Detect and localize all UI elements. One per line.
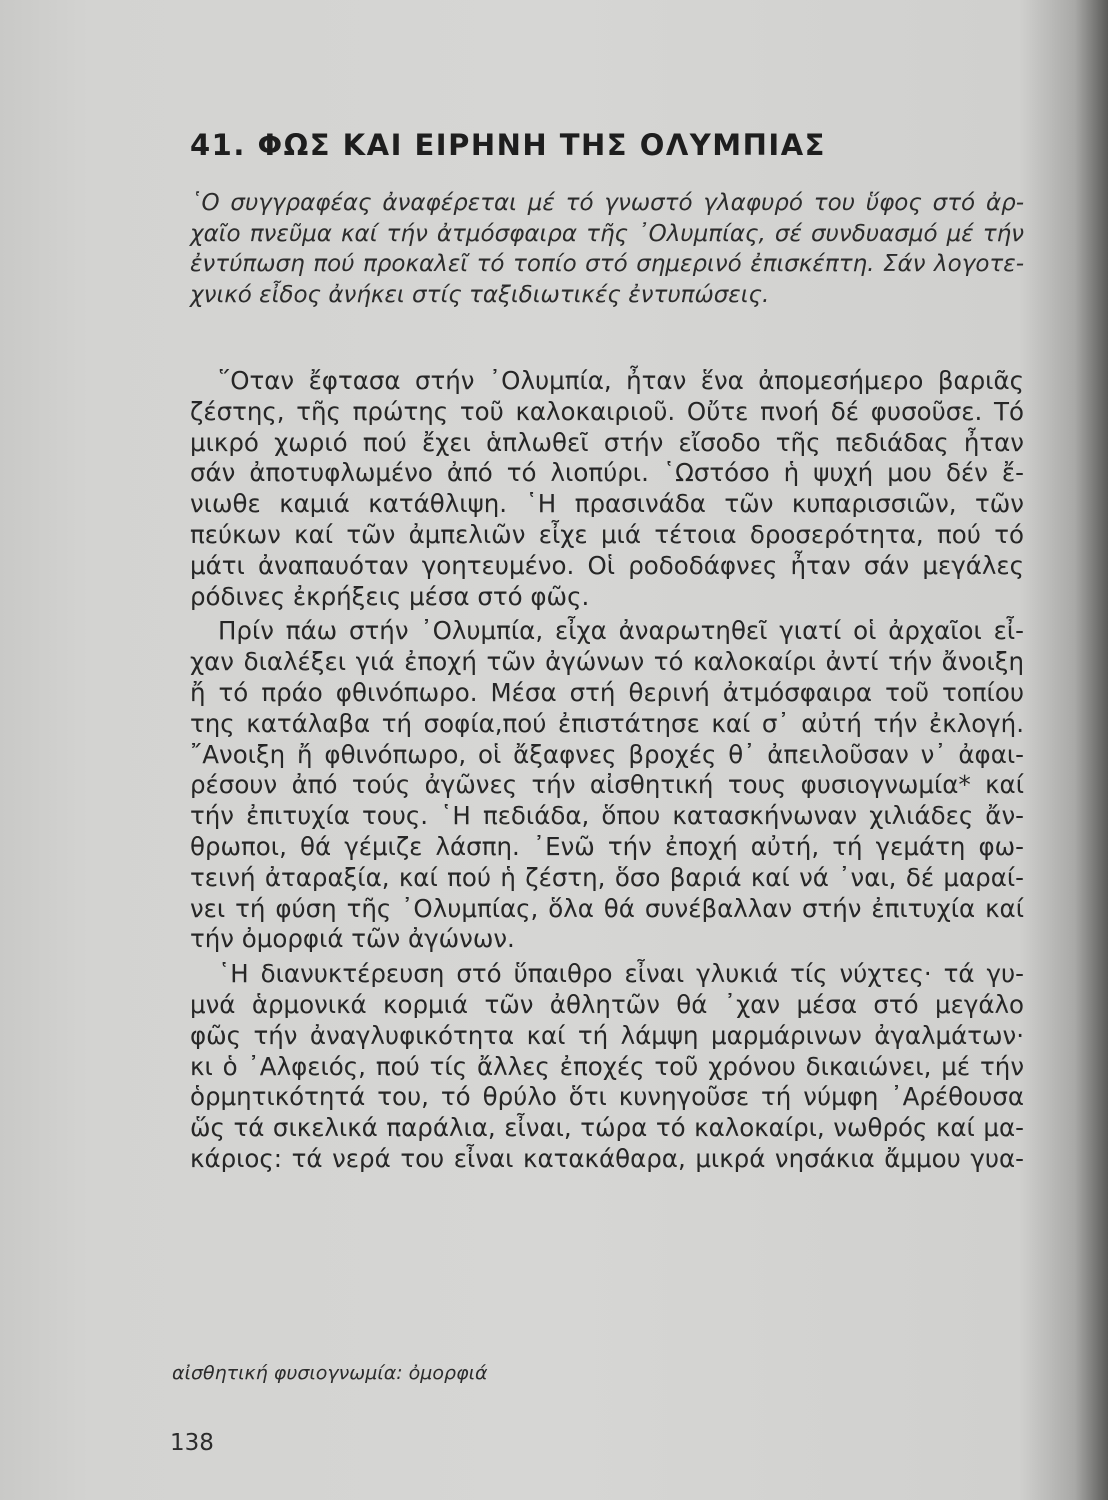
text-line: ῞Οταν ἔφτασα στήν ᾿Ολυμπία, ἦταν ἕνα ἀπομεσήμερο βαριᾶς	[218, 366, 1024, 395]
text-line: χνικό εἶδος ἀνήκει στίς ταξιδιωτικές ἐντυπώσεις.	[190, 281, 770, 308]
text-line: μνά ἁρμονικά κορμιά τῶν ἀθλητῶν θά ᾿χαν μέσα στό μεγάλο	[190, 989, 1024, 1019]
text-line: τήν ὀμορφιά τῶν ἀγώνων.	[190, 924, 515, 954]
text-line: φῶς τήν ἀναγλυφικότητα καί τή λάμψη μαρμάρινων ἀγαλμάτων·	[190, 1020, 1024, 1050]
text-line: ἤ τό πράο φθινόπωρο. Μέσα στή θερινή ἀτμόσφαιρα τοῦ τοπίου	[190, 677, 1024, 707]
text-line: τεινή ἀταραξία, καί πού ἡ ζέστη, ὅσο βαριά καί νά ᾿ναι, δέ μαραί-	[190, 862, 1024, 892]
text-line: τήν ἐπιτυχία τους. ῾Η πεδιάδα, ὅπου κατασκήνωναν χιλιάδες ἄν-	[190, 801, 1024, 831]
footnote: αἰσθητική φυσιογνωμία: ὀμορφιά	[172, 1362, 488, 1384]
text-line: κάριος: τά νερά του εἶναι κατακάθαρα, μικρά νησάκια ἄμμου γυα-	[190, 1143, 1024, 1173]
text-line: ζέστης, τῆς πρώτης τοῦ καλοκαιριοῦ. Οὔτε πνοή δέ φυσοῦσε. Τό	[190, 396, 1024, 426]
chapter-body	[190, 366, 1024, 1175]
text-line: ρόδινες ἐκρήξεις μέσα στό φῶς.	[190, 581, 590, 611]
text-line: νιωθε καμιά κατάθλιψη. ῾Η πρασινάδα τῶν κυπαρισσιῶν, τῶν	[190, 489, 1024, 519]
text-line: ρέσουν ἀπό τούς ἀγῶνες τήν αἰσθητική τους φυσιογνωμία* καί	[190, 770, 1024, 800]
chapter-title: 41. ΦΩΣ ΚΑΙ ΕΙΡΗΝΗ ΤΗΣ ΟΛΥΜΠΙΑΣ	[190, 128, 826, 162]
text-line: σάν ἀποτυφλωμένο ἀπό τό λιοπύρι. ῾Ωστόσο ἡ ψυχή μου δέν ἔ-	[190, 458, 1024, 488]
text-line: νει τή φύση τῆς ᾿Ολυμπίας, ὅλα θά συνέβαλλαν στήν ἐπιτυχία καί	[190, 893, 1024, 923]
text-line: ἐντύπωση πού προκαλεῖ τό τοπίο στό σημερινό ἐπισκέπτη. Σάν λογοτε-	[190, 251, 1024, 277]
text-line: μάτι ἀναπαυόταν γοητευμένο. Οἱ ροδοδάφνες ἦταν σάν μεγάλες	[190, 550, 1024, 580]
text-line: ῾Ο συγγραφέας ἀναφέρεται μέ τό γνωστό γλαφυρό του ὕφος στό ἀρ-	[190, 190, 1024, 216]
text-line: της κατάλαβα τή σοφία,πού ἐπιστάτησε καί σ᾿ αὐτή τήν ἐκλογή.	[190, 708, 1024, 738]
page-number: 138	[170, 1430, 214, 1456]
paragraph	[190, 616, 1024, 955]
text-line: ὥς τά σικελικά παράλια, εἶναι, τώρα τό καλοκαίρι, νωθρός καί μα-	[190, 1113, 1024, 1143]
text-line: πεύκων καί τῶν ἀμπελιῶν εἶχε μιά τέτοια δροσερότητα, πού τό	[190, 519, 1024, 549]
text-line: μικρό χωριό πού ἔχει ἁπλωθεῖ στήν εἴσοδο τῆς πεδιάδας ἦταν	[190, 427, 1024, 457]
text-line: θρωποι, θά γέμιζε λάσπη. ᾿Ενῶ τήν ἐποχή αὐτή, τή γεμάτη φω-	[190, 831, 1024, 861]
text-line: χαν διαλέξει γιά ἐποχή τῶν ἀγώνων τό καλοκαίρι ἀντί τήν ἄνοιξη	[190, 647, 1024, 677]
paragraph	[190, 959, 1024, 1175]
text-line: ῾Η διανυκτέρευση στό ὕπαιθρο εἶναι γλυκιά τίς νύχτες· τά γυ-	[218, 959, 1024, 989]
chapter-intro	[190, 188, 1024, 310]
text-line: ὁρμητικότητά του, τό θρύλο ὅτι κυνηγοῦσε τή νύμφη ᾿Αρέθουσα	[190, 1082, 1024, 1112]
text-line: κι ὁ ᾿Αλφειός, πού τίς ἄλλες ἐποχές τοῦ χρόνου δικαιώνει, μέ τήν	[190, 1051, 1024, 1081]
text-line: ῎Ανοιξη ἤ φθινόπωρο, οἱ ἄξαφνες βροχές θ᾿ ἀπειλοῦσαν ν᾿ ἀφαι-	[190, 739, 1024, 769]
text-line: χαῖο πνεῦμα καί τήν ἀτμόσφαιρα τῆς ᾿Ολυμπίας, σέ συνδυασμό μέ τήν	[190, 220, 1024, 247]
paragraph	[190, 366, 1024, 612]
text-line: Πρίν πάω στήν ᾿Ολυμπία, εἶχα ἀναρωτηθεῖ γιατί οἱ ἀρχαῖοι εἶ-	[218, 616, 1024, 646]
